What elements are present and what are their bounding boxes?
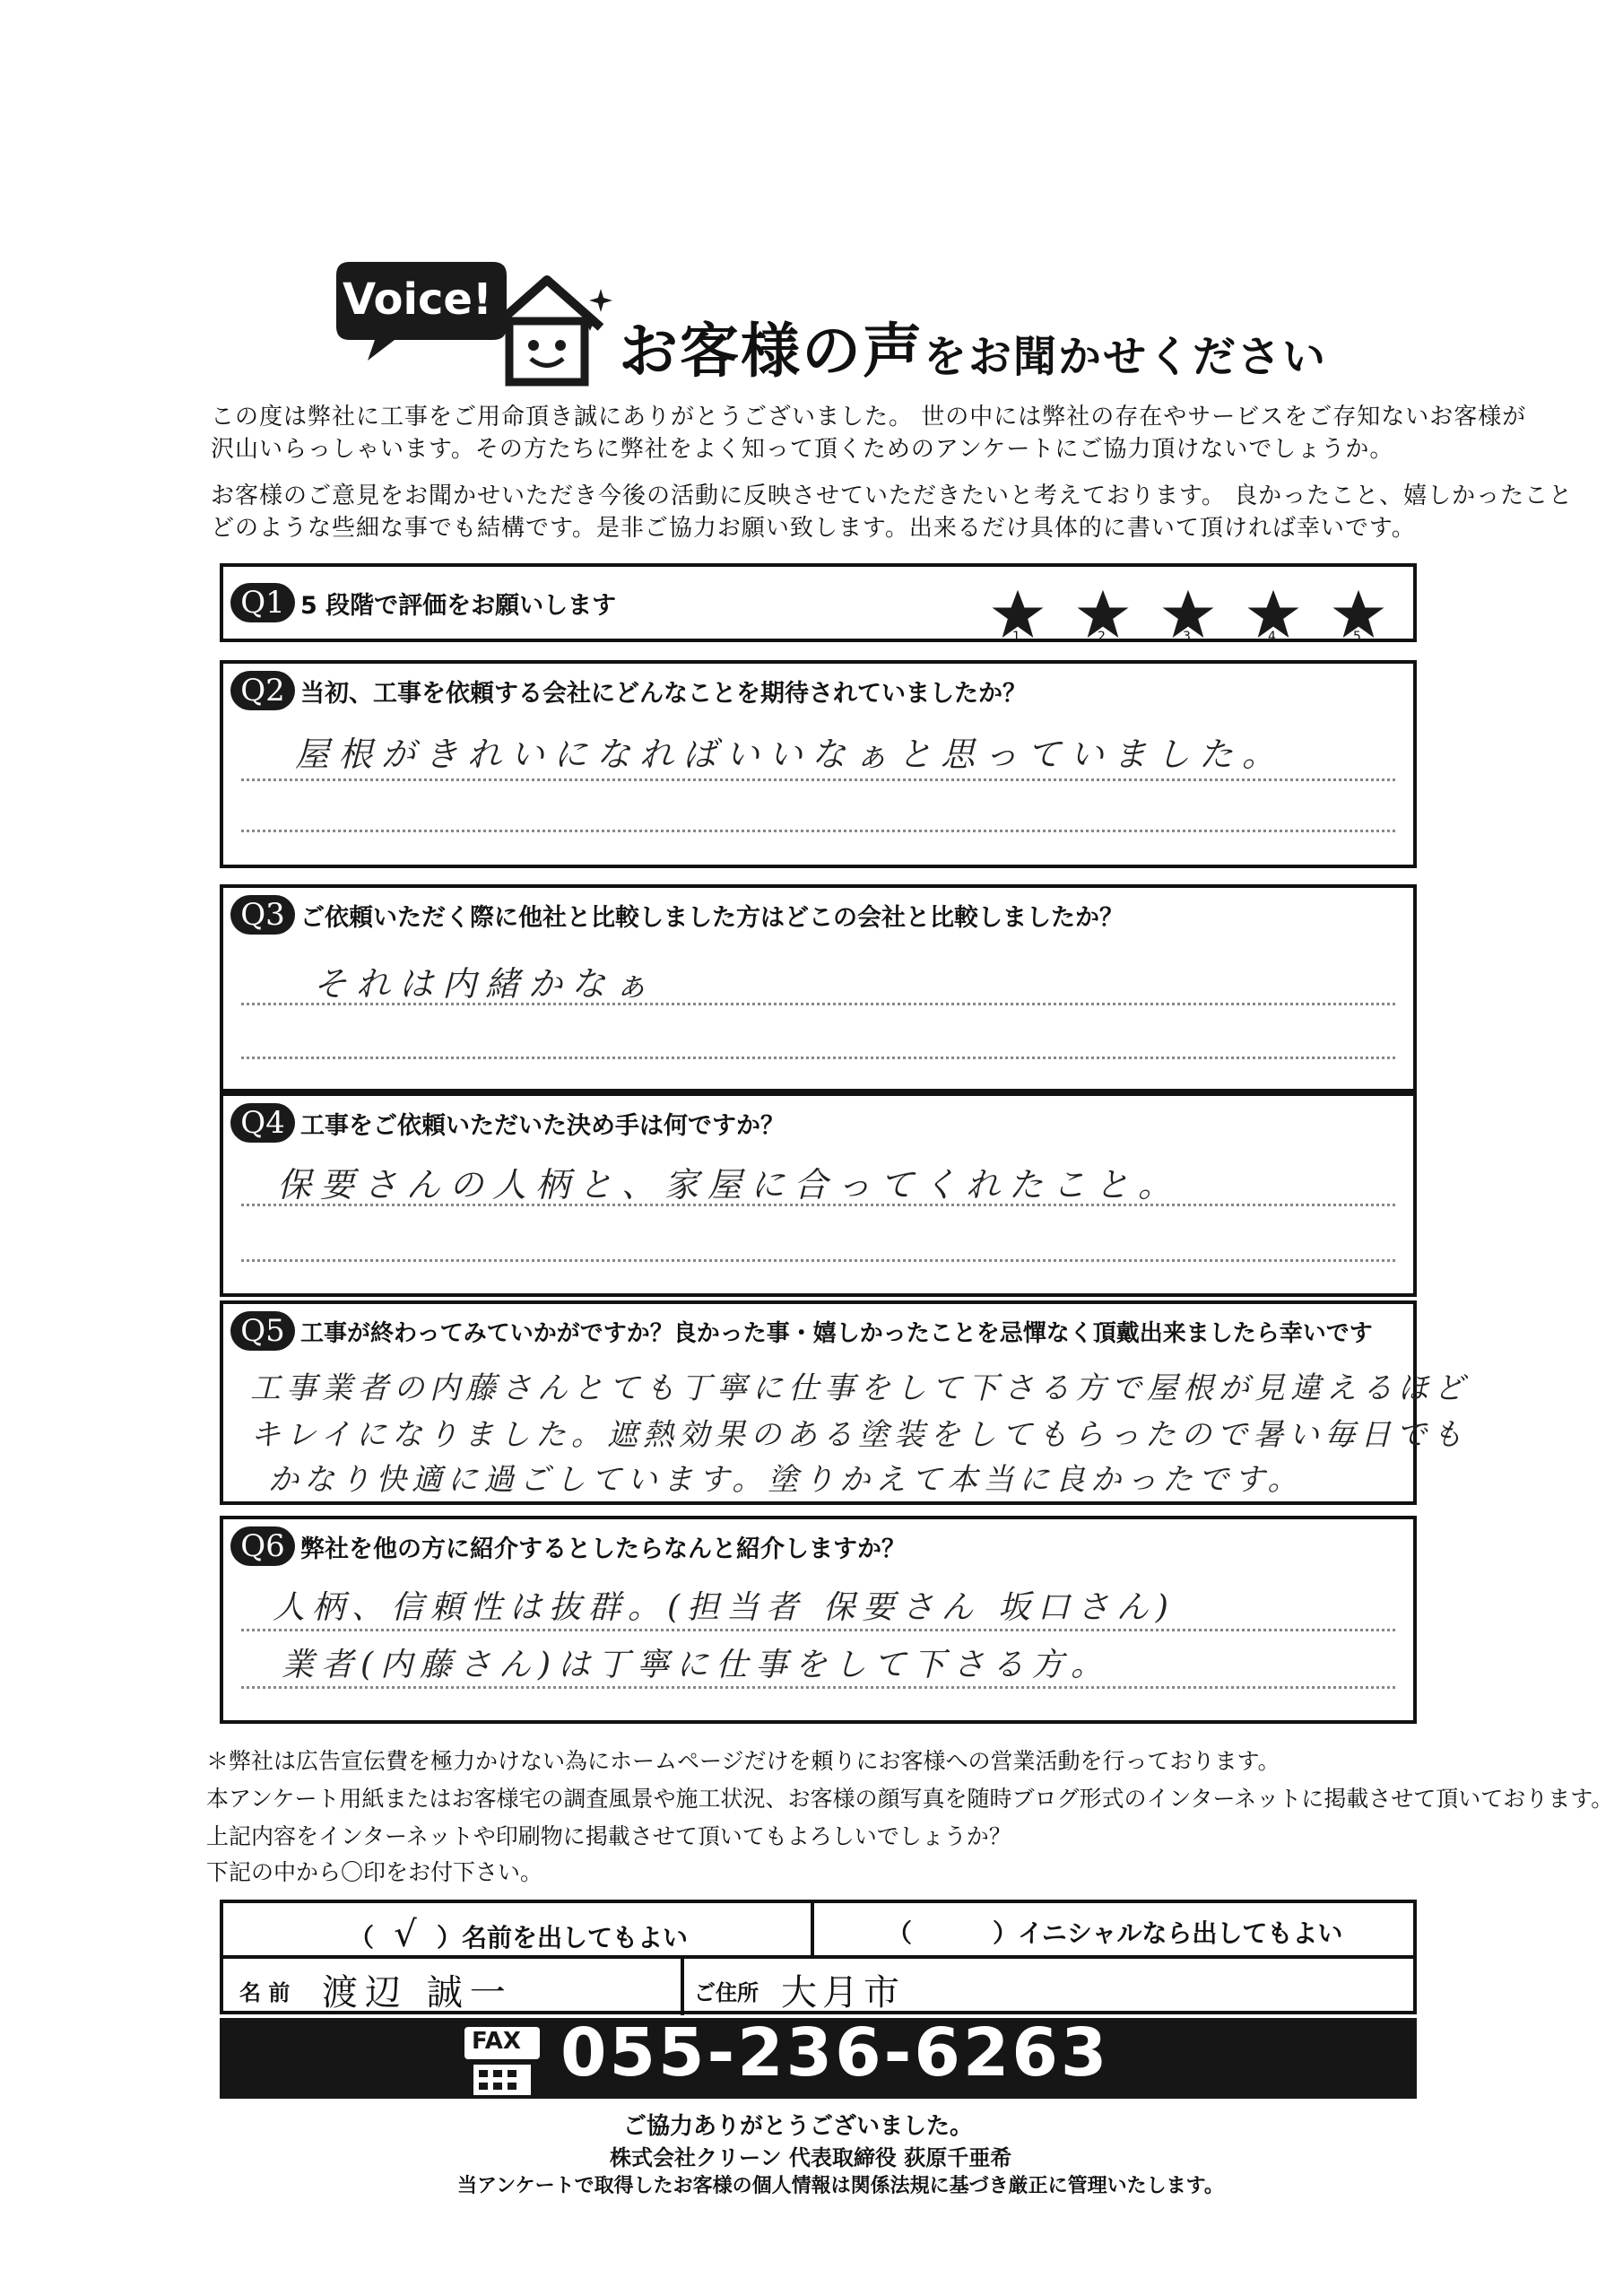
star-2-number: 2 bbox=[1098, 630, 1106, 644]
option-initial-label: イニシャルなら出してもよい bbox=[1018, 1918, 1343, 1948]
q4-dotted-line-2 bbox=[241, 1259, 1395, 1262]
q5-answer-line-3: かなり快適に過ごしています。塗りかえて本当に良かったです。 bbox=[268, 1462, 1304, 1498]
q3-text: ご依頼いただく際に他社と比較しました方はどこの会社と比較しましたか？ bbox=[300, 903, 1124, 932]
fax-number[interactable]: 055-236-6263 bbox=[560, 2014, 1110, 2092]
star-3-number: 3 bbox=[1183, 630, 1191, 644]
option-name-mark: √ bbox=[394, 1914, 417, 1955]
star-4-number: 4 bbox=[1268, 630, 1276, 644]
q4-badge: Q4 bbox=[230, 1103, 295, 1143]
question-box-q6 bbox=[220, 1516, 1417, 1724]
q2-badge: Q2 bbox=[230, 671, 295, 710]
q5-answer-line-1: 工事業者の内藤さんとても丁寧に仕事をして下さる方で屋根が見違えるほど bbox=[250, 1370, 1470, 1406]
question-box-q2 bbox=[220, 660, 1417, 868]
footer-privacy: 当アンケートで取得したお客様の個人情報は関係法規に基づき厳正に管理いたします。 bbox=[457, 2175, 1224, 2197]
name-label: 名 前 bbox=[239, 1980, 291, 2005]
smiling-house-icon bbox=[484, 269, 619, 390]
consent-box bbox=[220, 1900, 1417, 2014]
q1-badge: Q1 bbox=[230, 583, 295, 622]
title-main: お客様の声 bbox=[619, 317, 924, 386]
address-label: ご住所 bbox=[694, 1980, 759, 2005]
consent-divider bbox=[811, 1903, 814, 1957]
q5-text: 工事が終わってみていかがですか？良かった事・嬉しかったことを忌憚なく頂戴出来ましたら幸いです bbox=[300, 1319, 1373, 1347]
q2-text: 当初、工事を依頼する会社にどんなことを期待されていましたか？ bbox=[300, 679, 1027, 708]
voice-label: Voice! bbox=[343, 274, 492, 325]
note-line-2: 本アンケート用紙またはお客様宅の調査風景や施工状況、お客様の顔写真を随時ブログ形式のインターネットに掲載させて頂いております。 bbox=[206, 1786, 1614, 1812]
q3-dotted-line-2 bbox=[241, 1057, 1395, 1059]
footer-company: 株式会社クリーン 代表取締役 荻原千亜希 bbox=[610, 2145, 1012, 2170]
q4-answer-line-1: 保要さんの人柄と、家屋に合ってくれたこと。 bbox=[277, 1165, 1182, 1205]
question-box-q4 bbox=[220, 1092, 1417, 1297]
q3-badge: Q3 bbox=[230, 895, 295, 935]
q5-answer-line-2: キレイになりました。遮熱効果のある塗装をしてもらったので暑い毎日でも bbox=[250, 1417, 1468, 1453]
q3-dotted-line-1 bbox=[241, 1003, 1395, 1005]
q6-dotted-line-1 bbox=[241, 1629, 1395, 1631]
q4-text: 工事をご依頼いただいた決め手は何ですか？ bbox=[300, 1111, 785, 1140]
intro-line-4: どのような些細な事でも結構です。是非ご協力お願い致します。出来るだけ具体的に書いて頂ければ幸いです。 bbox=[211, 515, 1416, 542]
intro-line-2: 沢山いらっしゃいます。その方たちに弊社をよく知って頂くためのアンケートにご協力頂けないでしょうか。 bbox=[211, 436, 1394, 463]
intro-line-1: この度は弊社に工事をご用命頂き誠にありがとうございました。 世の中には弊社の存在やサービスをご存知ないお客様が bbox=[211, 404, 1527, 430]
page-title bbox=[619, 303, 1327, 388]
star-1-number: 1 bbox=[1012, 630, 1020, 644]
q2-dotted-line-1 bbox=[241, 778, 1395, 781]
note-line-3: 上記内容をインターネットや印刷物に掲載させて頂いてもよろしいでしょうか？ bbox=[206, 1823, 1011, 1849]
q4-dotted-line-1 bbox=[241, 1204, 1395, 1206]
q6-answer-line-1: 人柄、信頼性は抜群。(担当者 保要さん 坂口さん) bbox=[273, 1589, 1176, 1626]
option-name-label: 名前を出してもよい bbox=[462, 1923, 689, 1952]
question-box-q1 bbox=[220, 563, 1417, 642]
star-5-number: 5 bbox=[1353, 630, 1361, 644]
consent-hline bbox=[223, 1955, 1413, 1959]
intro-line-3: お客様のご意見をお聞かせいただき今後の活動に反映させていただきたいと考えております。 良かったこと、嬉しかったこと bbox=[211, 483, 1574, 509]
option-initial-allowed[interactable]: （ ）イニシャルなら出してもよい bbox=[887, 1918, 1343, 1948]
note-line-1: ＊弊社は広告宣伝費を極力かけない為にホームページだけを頼りにお客様への営業活動を行っております。 bbox=[206, 1748, 1280, 1774]
question-box-q3 bbox=[220, 884, 1417, 1092]
address-value[interactable]: 大月市 bbox=[781, 1972, 905, 2013]
q1-text: 5 段階で評価をお願いします bbox=[300, 591, 617, 620]
q6-badge: Q6 bbox=[230, 1526, 295, 1566]
note-line-4: 下記の中から〇印をお付下さい。 bbox=[206, 1859, 543, 1885]
q3-answer-line-1: それは内緒かなぁ bbox=[313, 964, 658, 1004]
q5-badge: Q5 bbox=[230, 1311, 295, 1351]
q2-answer-line-1: 屋根がきれいになればいいなぁと思っていました。 bbox=[295, 735, 1286, 774]
name-value[interactable]: 渡辺 誠一 bbox=[322, 1972, 513, 2013]
q2-dotted-line-2 bbox=[241, 830, 1395, 832]
option-name-allowed[interactable]: （ √ ）名前を出してもよい bbox=[349, 1914, 689, 1955]
q6-dotted-line-2 bbox=[241, 1686, 1395, 1689]
title-sub: をお聞かせください bbox=[924, 332, 1328, 382]
name-divider bbox=[681, 1957, 684, 2015]
question-box-q5 bbox=[220, 1300, 1470, 1505]
q6-answer-line-2: 業者(内藤さん)は丁寧に仕事をして下さる方。 bbox=[282, 1647, 1111, 1683]
footer-thanks: ご協力ありがとうございました。 bbox=[623, 2113, 974, 2140]
fax-icon-label: FAX bbox=[472, 2028, 521, 2055]
q6-text: 弊社を他の方に紹介するとしたらなんと紹介しますか？ bbox=[300, 1535, 906, 1563]
